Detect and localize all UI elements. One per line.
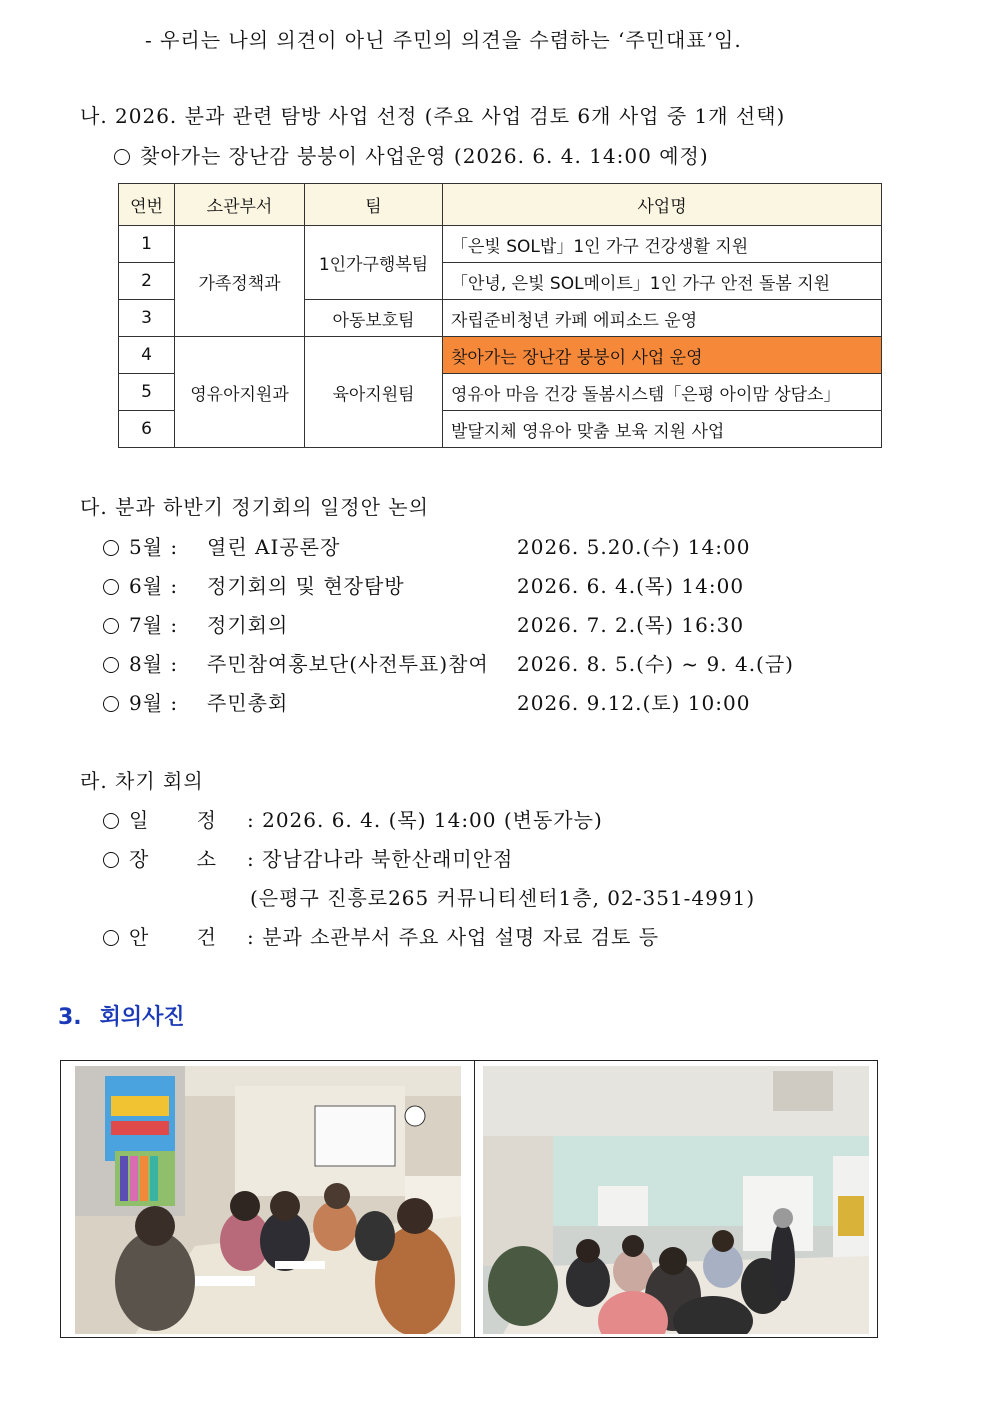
bullet-circle-icon — [103, 618, 119, 634]
section-3-heading: 3. 회의사진 — [58, 1005, 185, 1030]
header-no: 연번 — [119, 184, 175, 226]
schedule-item: 7월 : 정기회의 2026. 7. 2.(목) 16:30 — [103, 609, 744, 638]
row-no: 6 — [119, 411, 175, 448]
next-meeting-schedule: 일 정 : 2026. 6. 4. (목) 14:00 (변동가능) — [103, 804, 603, 833]
schedule-item: 8월 : 주민참여홍보단(사전투표)참여 2026. 8. 5.(수) ~ 9. 4.(금) — [103, 648, 794, 677]
photo-divider — [474, 1061, 475, 1337]
bullet-circle-icon — [103, 852, 119, 868]
bullet-circle-icon — [103, 813, 119, 829]
project-cell-highlighted: 찾아가는 장난감 붕붕이 사업 운영 — [443, 337, 882, 374]
team-cell: 아동보호팀 — [305, 300, 443, 337]
section-ra-title: 라. 차기 회의 — [80, 769, 204, 793]
project-table — [118, 183, 882, 448]
project-cell: 「은빛 SOL밥」1인 가구 건강생활 지원 — [443, 226, 882, 263]
project-cell: 발달지체 영유아 맞춤 보육 지원 사업 — [443, 411, 882, 448]
header-project: 사업명 — [443, 184, 882, 226]
section-na-bullet: 찾아가는 장난감 붕붕이 사업운영 (2026. 6. 4. 14:00 예정) — [114, 140, 709, 169]
section-na-title: 나. 2026. 분과 관련 탐방 사업 선정 (주요 사업 검토 6개 사업 중 1개 선택) — [80, 104, 786, 128]
header-dept: 소관부서 — [175, 184, 305, 226]
team-cell: 육아지원팀 — [305, 337, 443, 448]
table-row — [119, 226, 882, 263]
next-meeting-place: 장 소 : 장남감나라 북한산래미안점 — [103, 843, 513, 872]
bullet-circle-icon — [103, 657, 119, 673]
meeting-photos — [60, 1060, 878, 1338]
project-cell: 자립준비청년 카페 에피소드 운영 — [443, 300, 882, 337]
bullet-circle-icon — [103, 579, 119, 595]
row-no: 3 — [119, 300, 175, 337]
section-da-title: 다. 분과 하반기 정기회의 일정안 논의 — [80, 495, 429, 519]
dept-cell: 가족정책과 — [175, 226, 305, 337]
schedule-item: 5월 : 열린 AI공론장 2026. 5.20.(수) 14:00 — [103, 531, 750, 560]
next-meeting-agenda: 안 건 : 분과 소관부서 주요 사업 설명 자료 검토 등 — [103, 921, 659, 950]
meeting-photo-2 — [483, 1066, 869, 1334]
row-no: 2 — [119, 263, 175, 300]
project-cell: 「안녕, 은빛 SOL메이트」1인 가구 안전 돌봄 지원 — [443, 263, 882, 300]
row-no: 1 — [119, 226, 175, 263]
bullet-circle-icon — [103, 540, 119, 556]
row-no: 5 — [119, 374, 175, 411]
bullet-circle-icon — [114, 149, 130, 165]
bullet-circle-icon — [103, 930, 119, 946]
bullet-circle-icon — [103, 696, 119, 712]
schedule-item: 6월 : 정기회의 및 현장탐방 2026. 6. 4.(목) 14:00 — [103, 570, 744, 599]
next-meeting-place-detail: (은평구 진흥로265 커뮤니티센터1층, 02-351-4991) — [250, 886, 756, 910]
schedule-item: 9월 : 주민총회 2026. 9.12.(토) 10:00 — [103, 687, 750, 716]
meeting-photo-1 — [75, 1066, 461, 1334]
dept-cell: 영유아지원과 — [175, 337, 305, 448]
header-team: 팀 — [305, 184, 443, 226]
team-cell: 1인가구행복팀 — [305, 226, 443, 300]
row-no: 4 — [119, 337, 175, 374]
table-row — [119, 337, 882, 374]
intro-note: - 우리는 나의 의견이 아닌 주민의 의견을 수렴하는 ‘주민대표’임. — [145, 28, 742, 52]
project-cell: 영유아 마음 건강 돌봄시스템「은평 아이맘 상담소」 — [443, 374, 882, 411]
table-header-row — [119, 184, 882, 226]
